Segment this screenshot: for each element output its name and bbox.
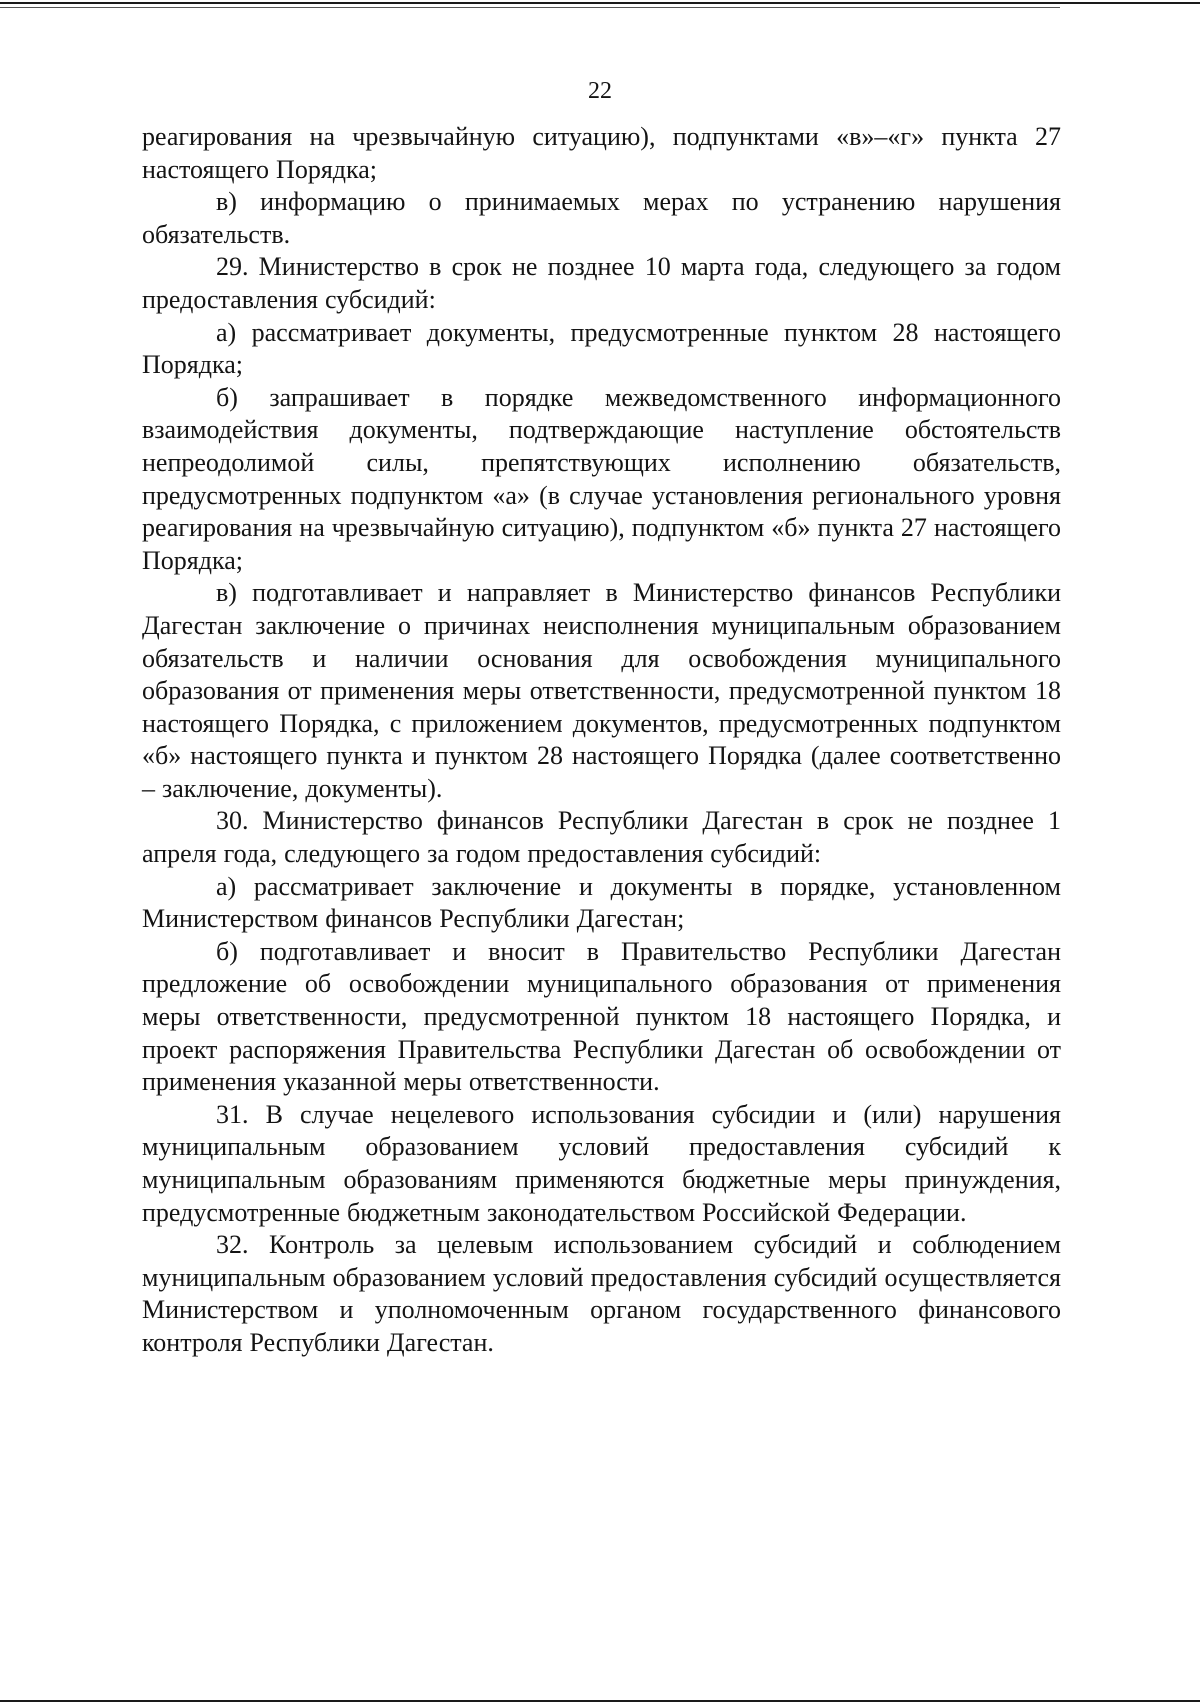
paragraph-30: 30. Министерство финансов Республики Дагестан в срок не позднее 1 апреля года, следующего за годом предоставления субсидий: bbox=[142, 806, 1061, 869]
paragraph-32: 32. Контроль за целевым использованием субсидий и соблюдением муниципальным образованием условий предоставления субсидий осуществляется Министерством и уполномоченным органом государственного финансового контроля Республики Дагестан. bbox=[142, 1230, 1061, 1357]
paragraph-30-b: б) подготавливает и вносит в Правительство Республики Дагестан предложение об освобождении муниципального образования от применения меры ответственности, предусмотренной пунктом 18 настоящего Порядка, и проект распоряжения Правительства Республики Дагестан об освобождении от применения указанной меры ответственности. bbox=[142, 936, 1061, 1097]
paragraph-29-a: а) рассматривает документы, предусмотренные пунктом 28 настоящего Порядка; bbox=[142, 317, 1061, 380]
document-body bbox=[142, 121, 1061, 1360]
paragraph-29: 29. Министерство в срок не позднее 10 марта года, следующего за годом предоставления субсидий: bbox=[142, 252, 1061, 314]
paragraph-31: 31. В случае нецелевого использования субсидии и (или) нарушения муниципальным образованием условий предоставления субсидий к муниципальным образованиям применяются бюджетные меры принуждения, предусмотренные бюджетным законодательством Российской Федерации. bbox=[142, 1099, 1061, 1227]
paragraph-continuation: реагирования на чрезвычайную ситуацию), подпунктами «в»–«г» пункта 27 настоящего Порядка; bbox=[142, 122, 1061, 184]
page-number: 22 bbox=[588, 78, 612, 104]
paragraph-29-v: в) подготавливает и направляет в Министерство финансов Республики Дагестан заключение о причинах неисполнения муниципальным образованием обязательств и наличии основания для освобождения муниципального образования от применения меры ответственности, предусмотренной пунктом 18 настоящего Порядка, с приложением документов, предусмотренных подпунктом «б» настоящего пункта и пунктом 28 настоящего Порядка (далее соответственно – заключение, документы). bbox=[142, 578, 1061, 803]
scan-edge-bottom bbox=[0, 1700, 1200, 1702]
scan-edge-top-inner bbox=[0, 7, 1060, 8]
paragraph-29-b: б) запрашивает в порядке межведомственного информационного взаимодействия документы, подтверждающие наступление обстоятельств непреодолимой силы, препятствующих исполнению обязательств, предусмотренных подпунктом «а» (в случае установления регионального уровня реагирования на чрезвычайную ситуацию), подпунктом «б» пункта 27 настоящего Порядка; bbox=[142, 382, 1061, 575]
paragraph-30-a: а) рассматривает заключение и документы в порядке, установленном Министерством финансов Республики Дагестан; bbox=[142, 871, 1061, 934]
paragraph-item-v: в) информацию о принимаемых мерах по устранению нарушения обязательств. bbox=[142, 187, 1061, 249]
scan-edge-top bbox=[0, 2, 1200, 4]
